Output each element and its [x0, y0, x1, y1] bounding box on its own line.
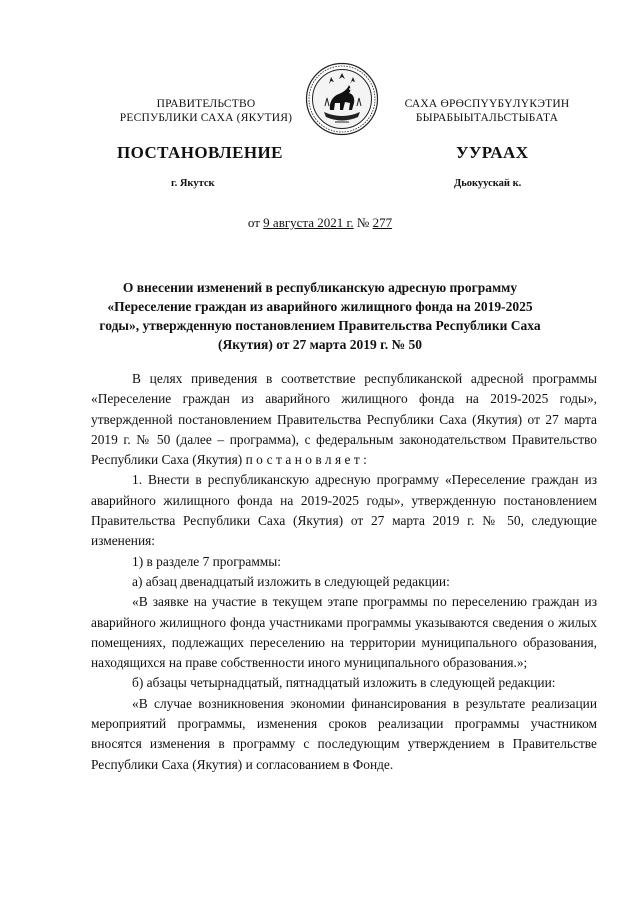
- preamble-text: В целях приведения в соответствие республиканской адресной программы «Переселение граждан из аварийного жилищного фонда на 2019-2025 годы», утвержденной постановлением Правительства Республики Саха (Якутия) от 27 марта 2019 г. № 50 (далее – программа), с федеральным законодательством Правительство Республики Саха (Якутия): [91, 371, 597, 468]
- doc-type-russian: ПОСТАНОВЛЕНИЕ: [117, 143, 283, 162]
- paragraph-item-1: 1. Внести в республиканскую адресную программу «Переселение граждан из аварийного жилищного фонда на 2019-2025 годы», утвержденную постановлением Правительства Республики Саха (Якутия) от 27 марта 2019 г. № 50, следующие изменения:: [91, 472, 597, 549]
- paragraph-subitem-a: а) абзац двенадцатый изложить в следующей редакции:: [132, 573, 450, 589]
- header-right-line2: БЫРАБЫЫТАЛЬСТЫБАТА: [415, 112, 559, 124]
- city-yakut: Дьокуускай к.: [454, 178, 522, 189]
- decree-word: постановляет:: [245, 452, 371, 468]
- header-left-line1: ПРАВИТЕЛЬСТВО: [156, 98, 256, 110]
- coat-of-arms-icon: [305, 62, 379, 136]
- doc-type-yakut: УУРААХ: [456, 143, 529, 162]
- header-right: [382, 97, 592, 125]
- date-prefix: от: [247, 215, 264, 230]
- paragraph-quote-1: «В заявке на участие в текущем этапе программы по переселению граждан из аварийного жилищного фонда участниками программы указываются сведения о жилых помещениях, подлежащих переселению на территории муниципального образования, находящихся на праве собственности иного муниципального образования.»;: [91, 594, 597, 671]
- city-russian: г. Якутск: [171, 178, 215, 189]
- decree-number: 277: [372, 215, 393, 230]
- paragraph-quote-2: «В случае возникновения экономии финансирования в результате реализации мероприятий программы, изменения сроков реализации программы участником вносятся изменения в программу с последующим утверждением в Правительстве Республики Саха (Якутия) и согласованием в Фонде.: [91, 695, 597, 772]
- paragraph-section-7: 1) в разделе 7 программы:: [132, 553, 281, 569]
- header-left: [106, 97, 306, 125]
- decree-date: 9 августа 2021 г.: [263, 215, 354, 230]
- paragraph-subitem-b: б) абзацы четырнадцатый, пятнадцатый изложить в следующей редакции:: [132, 675, 556, 691]
- paragraph-preamble: [91, 369, 597, 470]
- header-left-line2: РЕСПУБЛИКИ САХА (ЯКУТИЯ): [119, 112, 293, 124]
- document-body: [91, 369, 597, 775]
- number-label: №: [353, 215, 373, 230]
- header-right-line1: САХА ӨРӨСПҮҮБҮЛҮКЭТИН: [404, 98, 570, 110]
- date-number-line: [0, 215, 640, 231]
- document-title: О внесении изменений в республиканскую адресную программу «Переселение граждан из аварийного жилищного фонда на 2019-2025 годы», утвержденную постановлением Правительства Республики Саха (Якутия) от 27 марта 2019 г. № 50: [99, 280, 541, 352]
